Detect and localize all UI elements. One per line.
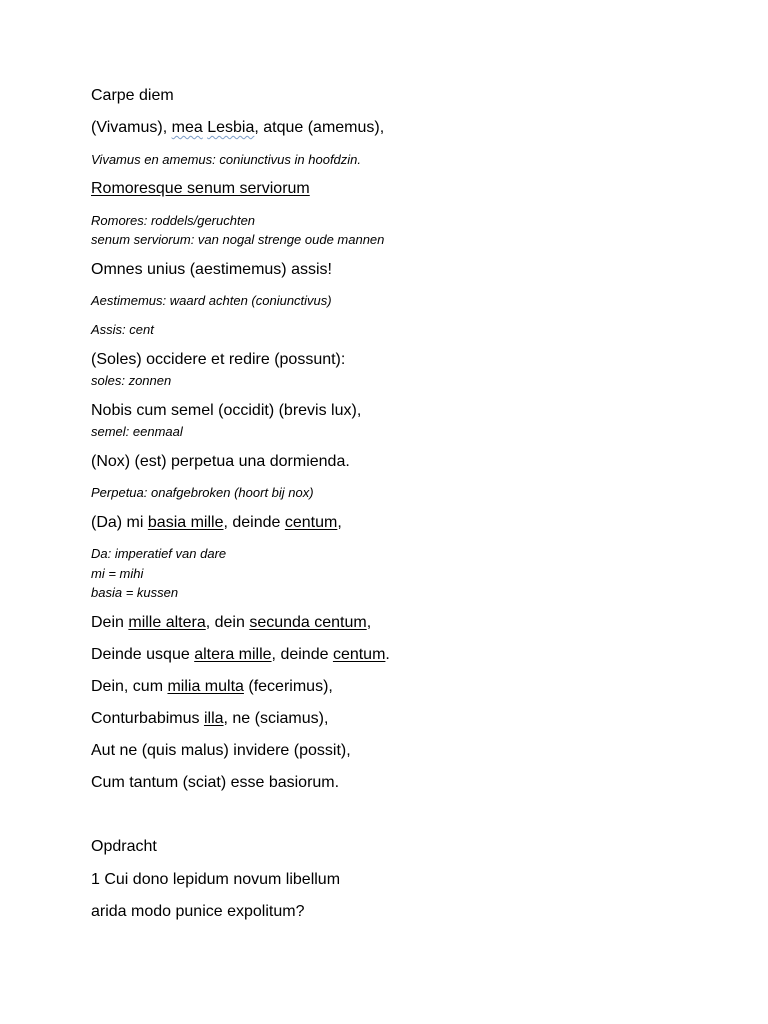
verse-line-4: (Soles) occidere et redire (possunt):: [91, 351, 346, 368]
underlined-phrase: basia mille: [147, 514, 224, 531]
annotation-4: soles: zonnen: [91, 373, 172, 388]
verse-line-7: [91, 513, 342, 533]
verse-text: ,: [366, 614, 372, 631]
annotation-7c: basia = kussen: [91, 585, 179, 600]
underlined-phrase: mille altera: [128, 614, 206, 631]
spellcheck-word: mea: [171, 119, 203, 136]
task-heading: Opdracht: [91, 838, 157, 855]
verse-text: , atque (amemus),: [254, 119, 385, 136]
poem-title: Carpe diem: [91, 87, 174, 104]
annotation-7a: Da: imperatief van dare: [91, 546, 227, 561]
verse-line-8: [91, 613, 371, 633]
verse-text: , dein: [205, 614, 250, 631]
annotation-3b: Assis: cent: [91, 322, 154, 337]
verse-text: , ne (sciamus),: [223, 710, 329, 727]
verse-line-6: (Nox) (est) perpetua una dormienda.: [91, 453, 350, 470]
verse-text: , deinde: [271, 646, 333, 663]
annotation-2a: Romores: roddels/geruchten: [91, 213, 256, 228]
annotation-1: Vivamus en amemus: coniunctivus in hoofdzin.: [91, 152, 362, 167]
annotation-5: semel: eenmaal: [91, 424, 183, 439]
verse-text: Dein, cum: [91, 678, 168, 695]
annotation-3a: Aestimemus: waard achten (coniunctivus): [91, 293, 332, 308]
underlined-phrase: centum: [332, 646, 386, 663]
verse-line-13: Cum tantum (sciat) esse basiorum.: [91, 774, 340, 791]
verse-line-5: Nobis cum semel (occidit) (brevis lux),: [91, 402, 362, 419]
verse-line-9: [91, 645, 390, 665]
task-line-2: arida modo punice expolitum?: [91, 903, 305, 920]
verse-text: , deinde: [223, 514, 285, 531]
spellcheck-word: Lesbia: [207, 119, 255, 136]
verse-line-1: [91, 118, 384, 138]
annotation-7b: mi = mihi: [91, 566, 144, 581]
annotation-6: Perpetua: onafgebroken (hoort bij nox): [91, 485, 314, 500]
underlined-phrase: altera mille: [194, 646, 272, 663]
verse-text: Conturbabimus: [91, 710, 204, 727]
task-line-1: 1 Cui dono lepidum novum libellum: [91, 871, 341, 888]
verse-line-11: [91, 709, 328, 729]
underlined-phrase: centum: [284, 514, 338, 531]
underlined-phrase: milia multa: [167, 678, 244, 695]
verse-text: ,: [337, 514, 342, 531]
verse-text: (Da) mi: [91, 514, 148, 531]
verse-text: .: [385, 646, 390, 663]
verse-text: Deinde usque: [91, 646, 195, 663]
verse-text: (fecerimus),: [243, 678, 333, 695]
verse-line-12: Aut ne (quis malus) invidere (possit),: [91, 742, 351, 759]
annotation-2b: senum serviorum: van nogal strenge oude mannen: [91, 232, 385, 247]
underlined-phrase: illa: [203, 710, 224, 727]
underlined-phrase: secunda centum: [249, 614, 367, 631]
verse-text: (Vivamus),: [91, 119, 172, 136]
verse-line-2: Romoresque senum serviorum: [91, 180, 310, 197]
verse-line-3: Omnes unius (aestimemus) assis!: [91, 261, 332, 278]
verse-line-10: [91, 677, 333, 697]
verse-text: Dein: [91, 614, 129, 631]
